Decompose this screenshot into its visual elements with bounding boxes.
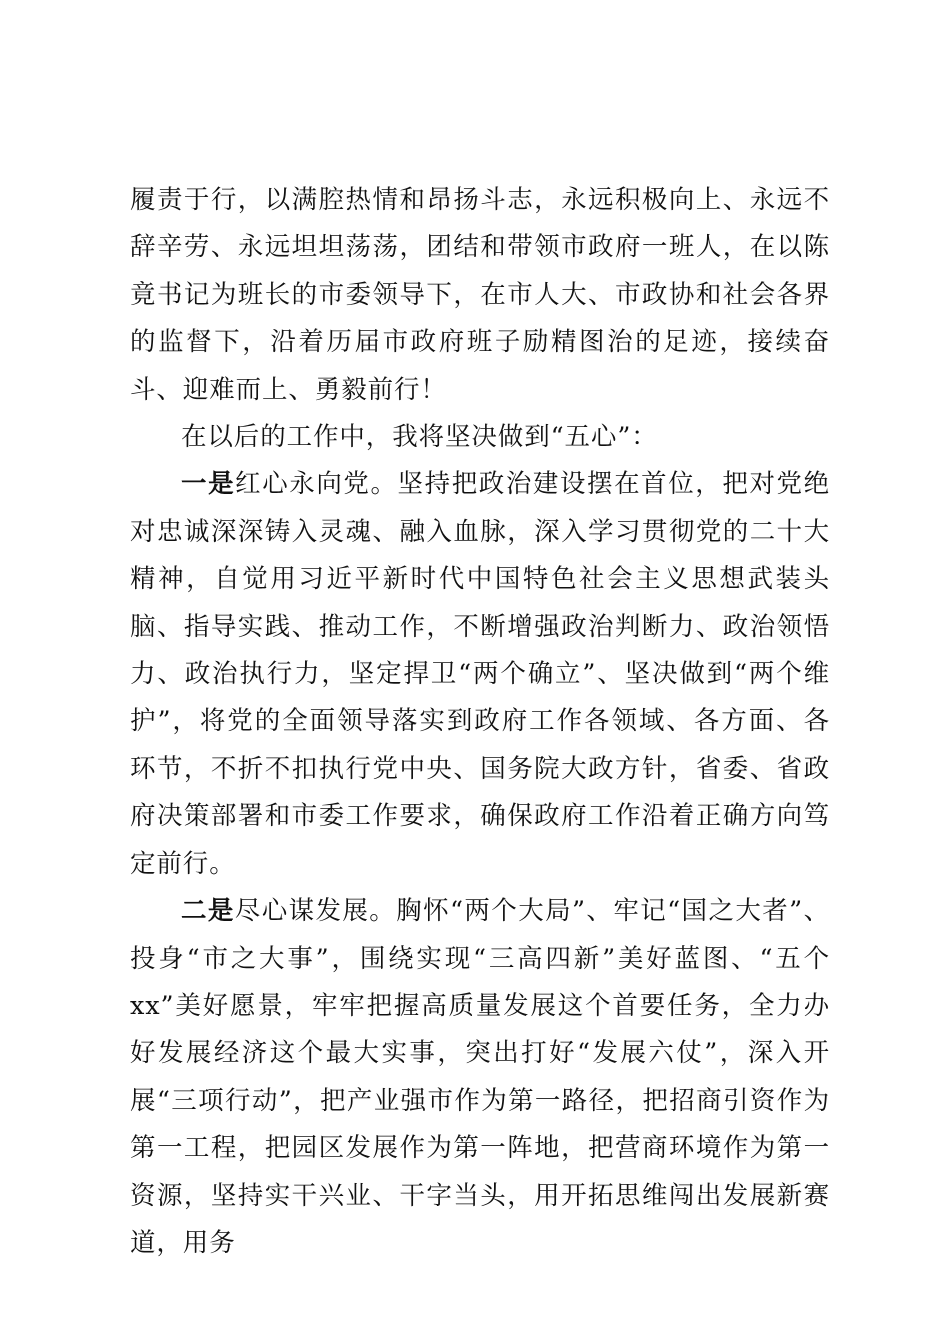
paragraph-text: 红心永向党。坚持把政治建设摆在首位，把对党绝对忠诚深深铸入灵魂、融入血脉，深入学习贯彻党的二十大精神，自觉用习近平新时代中国特色社会主义思想武装头脑、指导实践、推动工作，不断增强政治判断力、政治领悟力、政治执行力，坚定捍卫“两个确立”、坚决做到“两个维护”，将党的全面领导落实到政府工作各领域、各方面、各环节，不折不扣执行党中央、国务院大政方针，省委、省政府决策部署和市委工作要求，确保政府工作沿着正确方向笃定前行。	[130, 469, 830, 879]
paragraph-lead: 一是	[181, 469, 236, 500]
paragraph-lead: 二是	[181, 896, 235, 927]
paragraph-text: 尽心谋发展。胸怀“两个大局”、牢记“国之大者”、投身“市之大事”，围绕实现“三高四新”美好蓝图、“五个xx”美好愿景，牢牢把握高质量发展这个首要任务，全力办好发展经济这个最大实事，突出打好“发展六仗”，深入开展“三项行动”，把产业强市作为第一路径，把招商引资作为第一工程，把园区发展作为第一阵地，把营商环境作为第一资源，坚持实干兴业、干字当头，用开拓思维闯出发展新赛道，用务	[130, 896, 830, 1258]
paragraph-text: 履责于行，以满腔热情和昂扬斗志，永远积极向上、永远不辞辛劳、永远坦坦荡荡，团结和带领市政府一班人，在以陈竟书记为班长的市委领导下，在市人大、市政协和社会各界的监督下，沿着历届市政府班子励精图治的足迹，接续奋斗、迎难而上、勇毅前行！	[130, 185, 830, 405]
paragraph-point-one	[130, 461, 830, 888]
document-body	[130, 177, 830, 1267]
paragraph-continuation	[130, 177, 830, 414]
paragraph-text: 在以后的工作中，我将坚决做到“五心”：	[181, 422, 658, 453]
paragraph-point-two	[130, 888, 830, 1267]
paragraph-intro	[130, 414, 830, 461]
